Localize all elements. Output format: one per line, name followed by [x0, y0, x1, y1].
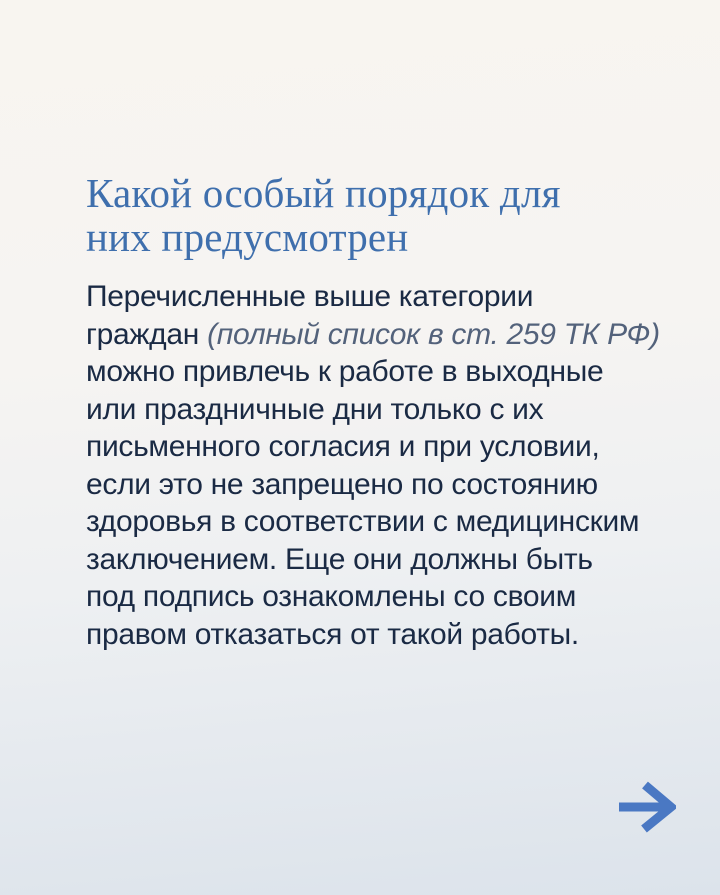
text-line	[86, 215, 690, 259]
text-line	[86, 503, 690, 541]
text-segment: или праздничные дни только с их	[86, 392, 544, 426]
text-line	[86, 541, 690, 579]
text-line	[86, 353, 690, 391]
text-segment: можно привлечь к работе в выходные	[86, 355, 604, 388]
text-segment: письменного согласия и при условии,	[86, 430, 600, 463]
text-line	[86, 578, 690, 616]
text-line	[86, 278, 690, 316]
text-line	[86, 316, 690, 354]
page-title	[86, 171, 690, 259]
text-line	[86, 616, 690, 654]
slide-content	[86, 171, 690, 653]
text-segment: здоровья в соответствии с медицинским	[86, 505, 640, 538]
text-segment: Перечисленные выше категории	[86, 280, 534, 313]
body-text	[86, 278, 690, 653]
law-reference-italic: (полный список в ст. 259 ТК РФ)	[207, 317, 660, 351]
text-segment: правом отказаться от такой работы.	[86, 617, 579, 651]
text-segment: Какой особый порядок для	[86, 170, 561, 216]
text-line	[86, 391, 690, 429]
text-line	[86, 466, 690, 504]
text-segment: под подпись ознакомлены со своим	[86, 580, 577, 613]
text-segment: них предусмотрен	[86, 214, 409, 260]
text-line	[86, 171, 690, 215]
text-segment: заключением. Еще они должны быть	[86, 542, 593, 576]
text-segment: если это не запрещено по состоянию	[86, 467, 598, 501]
arrow-right-icon	[618, 781, 676, 833]
text-line	[86, 428, 690, 466]
next-slide-button[interactable]	[618, 781, 676, 833]
text-segment: граждан	[86, 317, 208, 351]
